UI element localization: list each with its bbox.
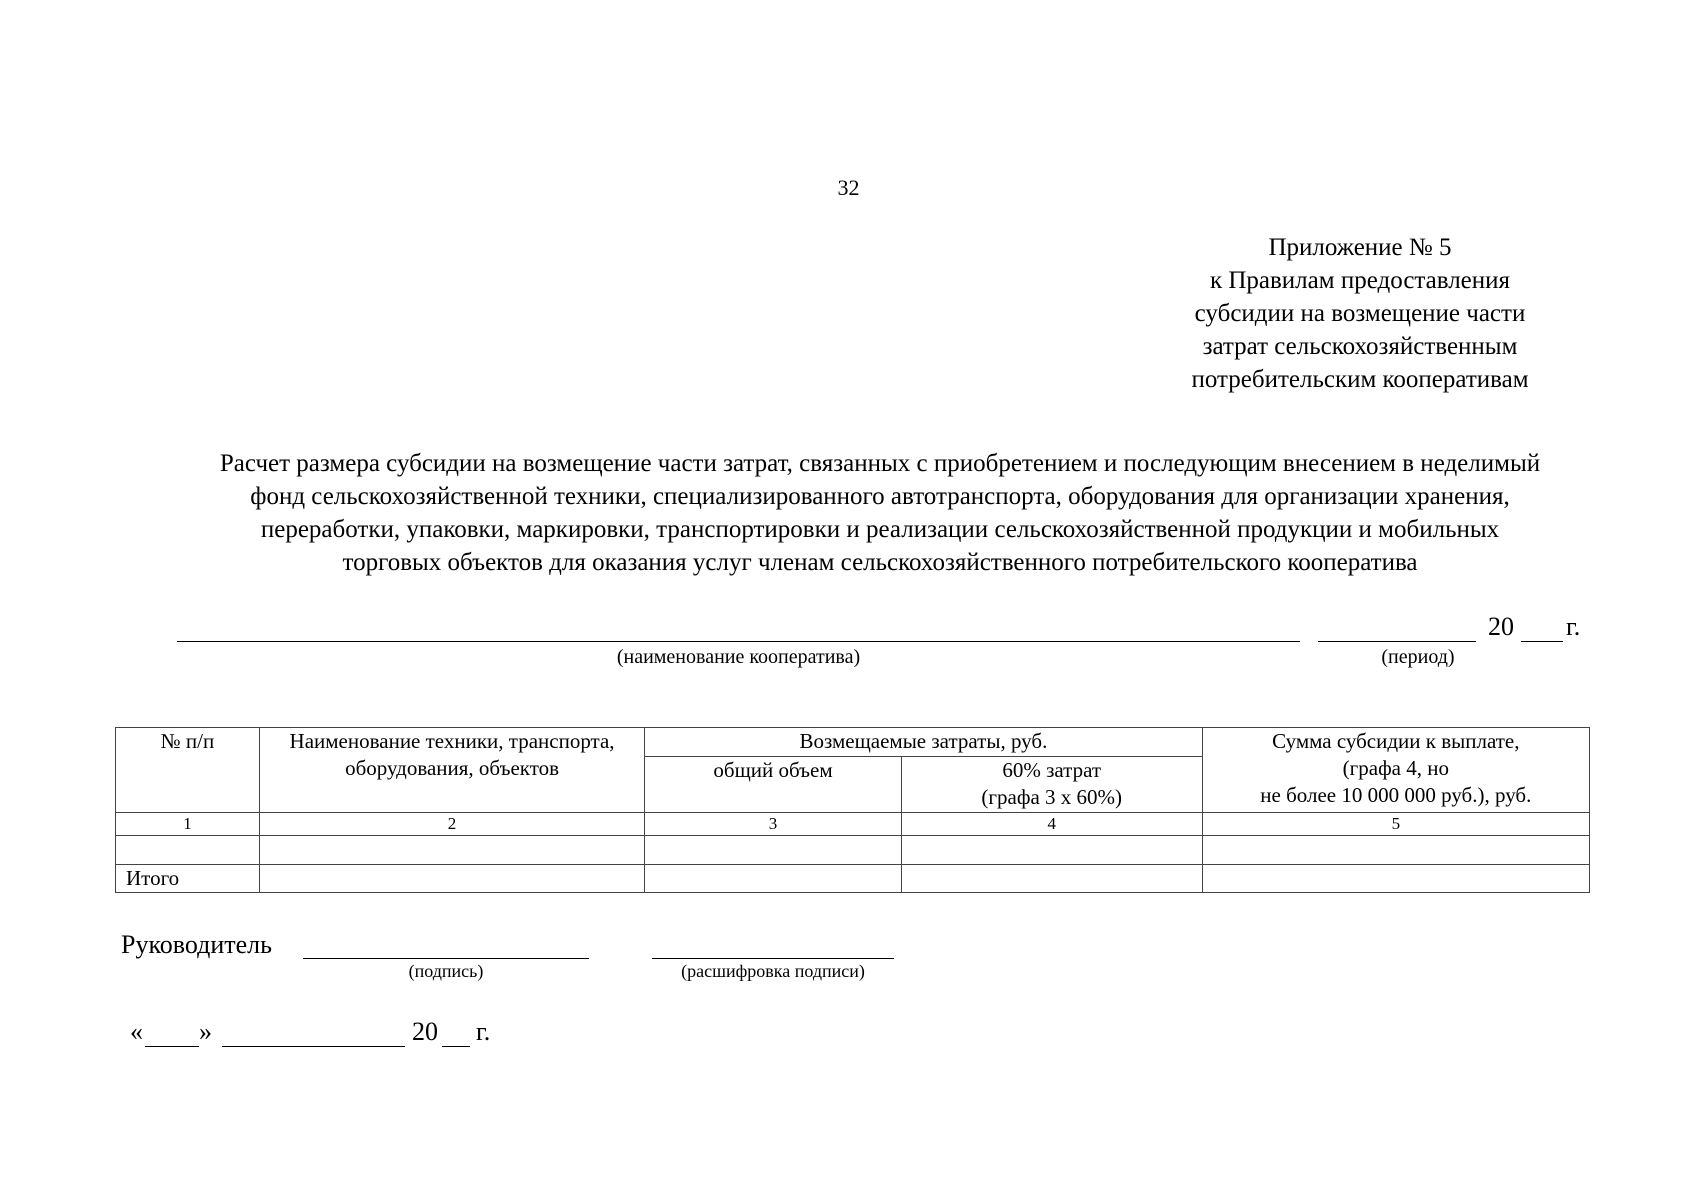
appendix-line: потребительским кооперативам xyxy=(1191,366,1529,393)
period-label: (период) xyxy=(1381,646,1455,668)
coop-name-label: (наименование кооператива) xyxy=(616,646,861,668)
date-day-field[interactable] xyxy=(145,1046,199,1047)
head-label: Руководитель xyxy=(121,930,272,959)
col-number-cell: 4 xyxy=(901,813,1202,836)
col-header-subsidy xyxy=(1202,728,1589,813)
table-cell[interactable] xyxy=(645,836,902,865)
date-month-field[interactable] xyxy=(222,1046,405,1047)
title-line: фонд сельскохозяйственной техники, специализированного автотранспорта, оборудования для организации хранения, xyxy=(250,483,1510,510)
date-year-suffix: г. xyxy=(476,1017,491,1046)
year-suffix: г. xyxy=(1566,612,1581,641)
total-row xyxy=(116,865,1590,893)
col-number-cell: 5 xyxy=(1202,813,1589,836)
signature-label: (подпись) xyxy=(408,961,484,981)
document-title xyxy=(110,447,1650,579)
col-header-60-percent xyxy=(901,757,1202,813)
col-header-subsidy-line: не более 10 000 000 руб.), руб. xyxy=(1260,783,1532,807)
col-header-subsidy-line: (графа 4, но xyxy=(1342,756,1449,780)
signature-decode-label: (расшифровка подписи) xyxy=(681,961,865,981)
col-header-60-line: 60% затрат xyxy=(1002,758,1102,782)
date-year-field[interactable] xyxy=(442,1046,470,1047)
col-header-name: Наименование техники, транспорта, оборудования, объектов xyxy=(259,728,644,813)
date-quote-open: « xyxy=(130,1017,143,1046)
table-cell[interactable] xyxy=(1202,836,1589,865)
appendix-block xyxy=(1140,231,1580,396)
col-header-total-volume: общий объем xyxy=(645,757,902,813)
col-header-group-costs: Возмещаемые затраты, руб. xyxy=(645,728,1202,757)
table-cell[interactable] xyxy=(259,865,644,893)
coop-name-field[interactable] xyxy=(177,641,1300,642)
title-line: переработки, упаковки, маркировки, транспортировки и реализации сельскохозяйственной продукции и мобильных xyxy=(260,516,1500,543)
date-quote-close: » xyxy=(199,1017,212,1046)
table-row xyxy=(116,836,1590,865)
appendix-line: затрат сельскохозяйственным xyxy=(1202,333,1518,360)
col-number-cell: 2 xyxy=(259,813,644,836)
subsidy-table xyxy=(115,727,1590,893)
appendix-line: Приложение № 5 xyxy=(1268,234,1452,261)
page-number: 32 xyxy=(837,175,860,200)
col-header-subsidy-line: Сумма субсидии к выплате, xyxy=(1272,729,1520,753)
table-cell[interactable] xyxy=(1202,865,1589,893)
signature-field[interactable] xyxy=(303,958,589,959)
col-header-60-line: (графа 3 х 60%) xyxy=(981,785,1122,809)
table-cell[interactable] xyxy=(116,836,260,865)
table-cell[interactable] xyxy=(259,836,644,865)
year-field[interactable] xyxy=(1521,641,1563,642)
appendix-line: субсидии на возмещение части xyxy=(1194,300,1526,327)
table-cell[interactable] xyxy=(645,865,902,893)
col-number-cell: 3 xyxy=(645,813,902,836)
title-line: Расчет размера субсидии на возмещение части затрат, связанных с приобретением и последующим внесением в неделимый xyxy=(219,450,1541,477)
total-label: Итого xyxy=(116,865,260,893)
period-field[interactable] xyxy=(1318,641,1476,642)
title-line: торговых объектов для оказания услуг членам сельскохозяйственного потребительского кооператива xyxy=(342,549,1418,576)
col-number-cell: 1 xyxy=(116,813,260,836)
col-header-number: № п/п xyxy=(116,728,260,813)
year-prefix: 20 xyxy=(1488,612,1514,641)
signature-decode-field[interactable] xyxy=(652,958,894,959)
date-year-prefix: 20 xyxy=(412,1017,438,1046)
table-cell[interactable] xyxy=(901,865,1202,893)
appendix-line: к Правилам предоставления xyxy=(1209,267,1511,294)
table-cell[interactable] xyxy=(901,836,1202,865)
